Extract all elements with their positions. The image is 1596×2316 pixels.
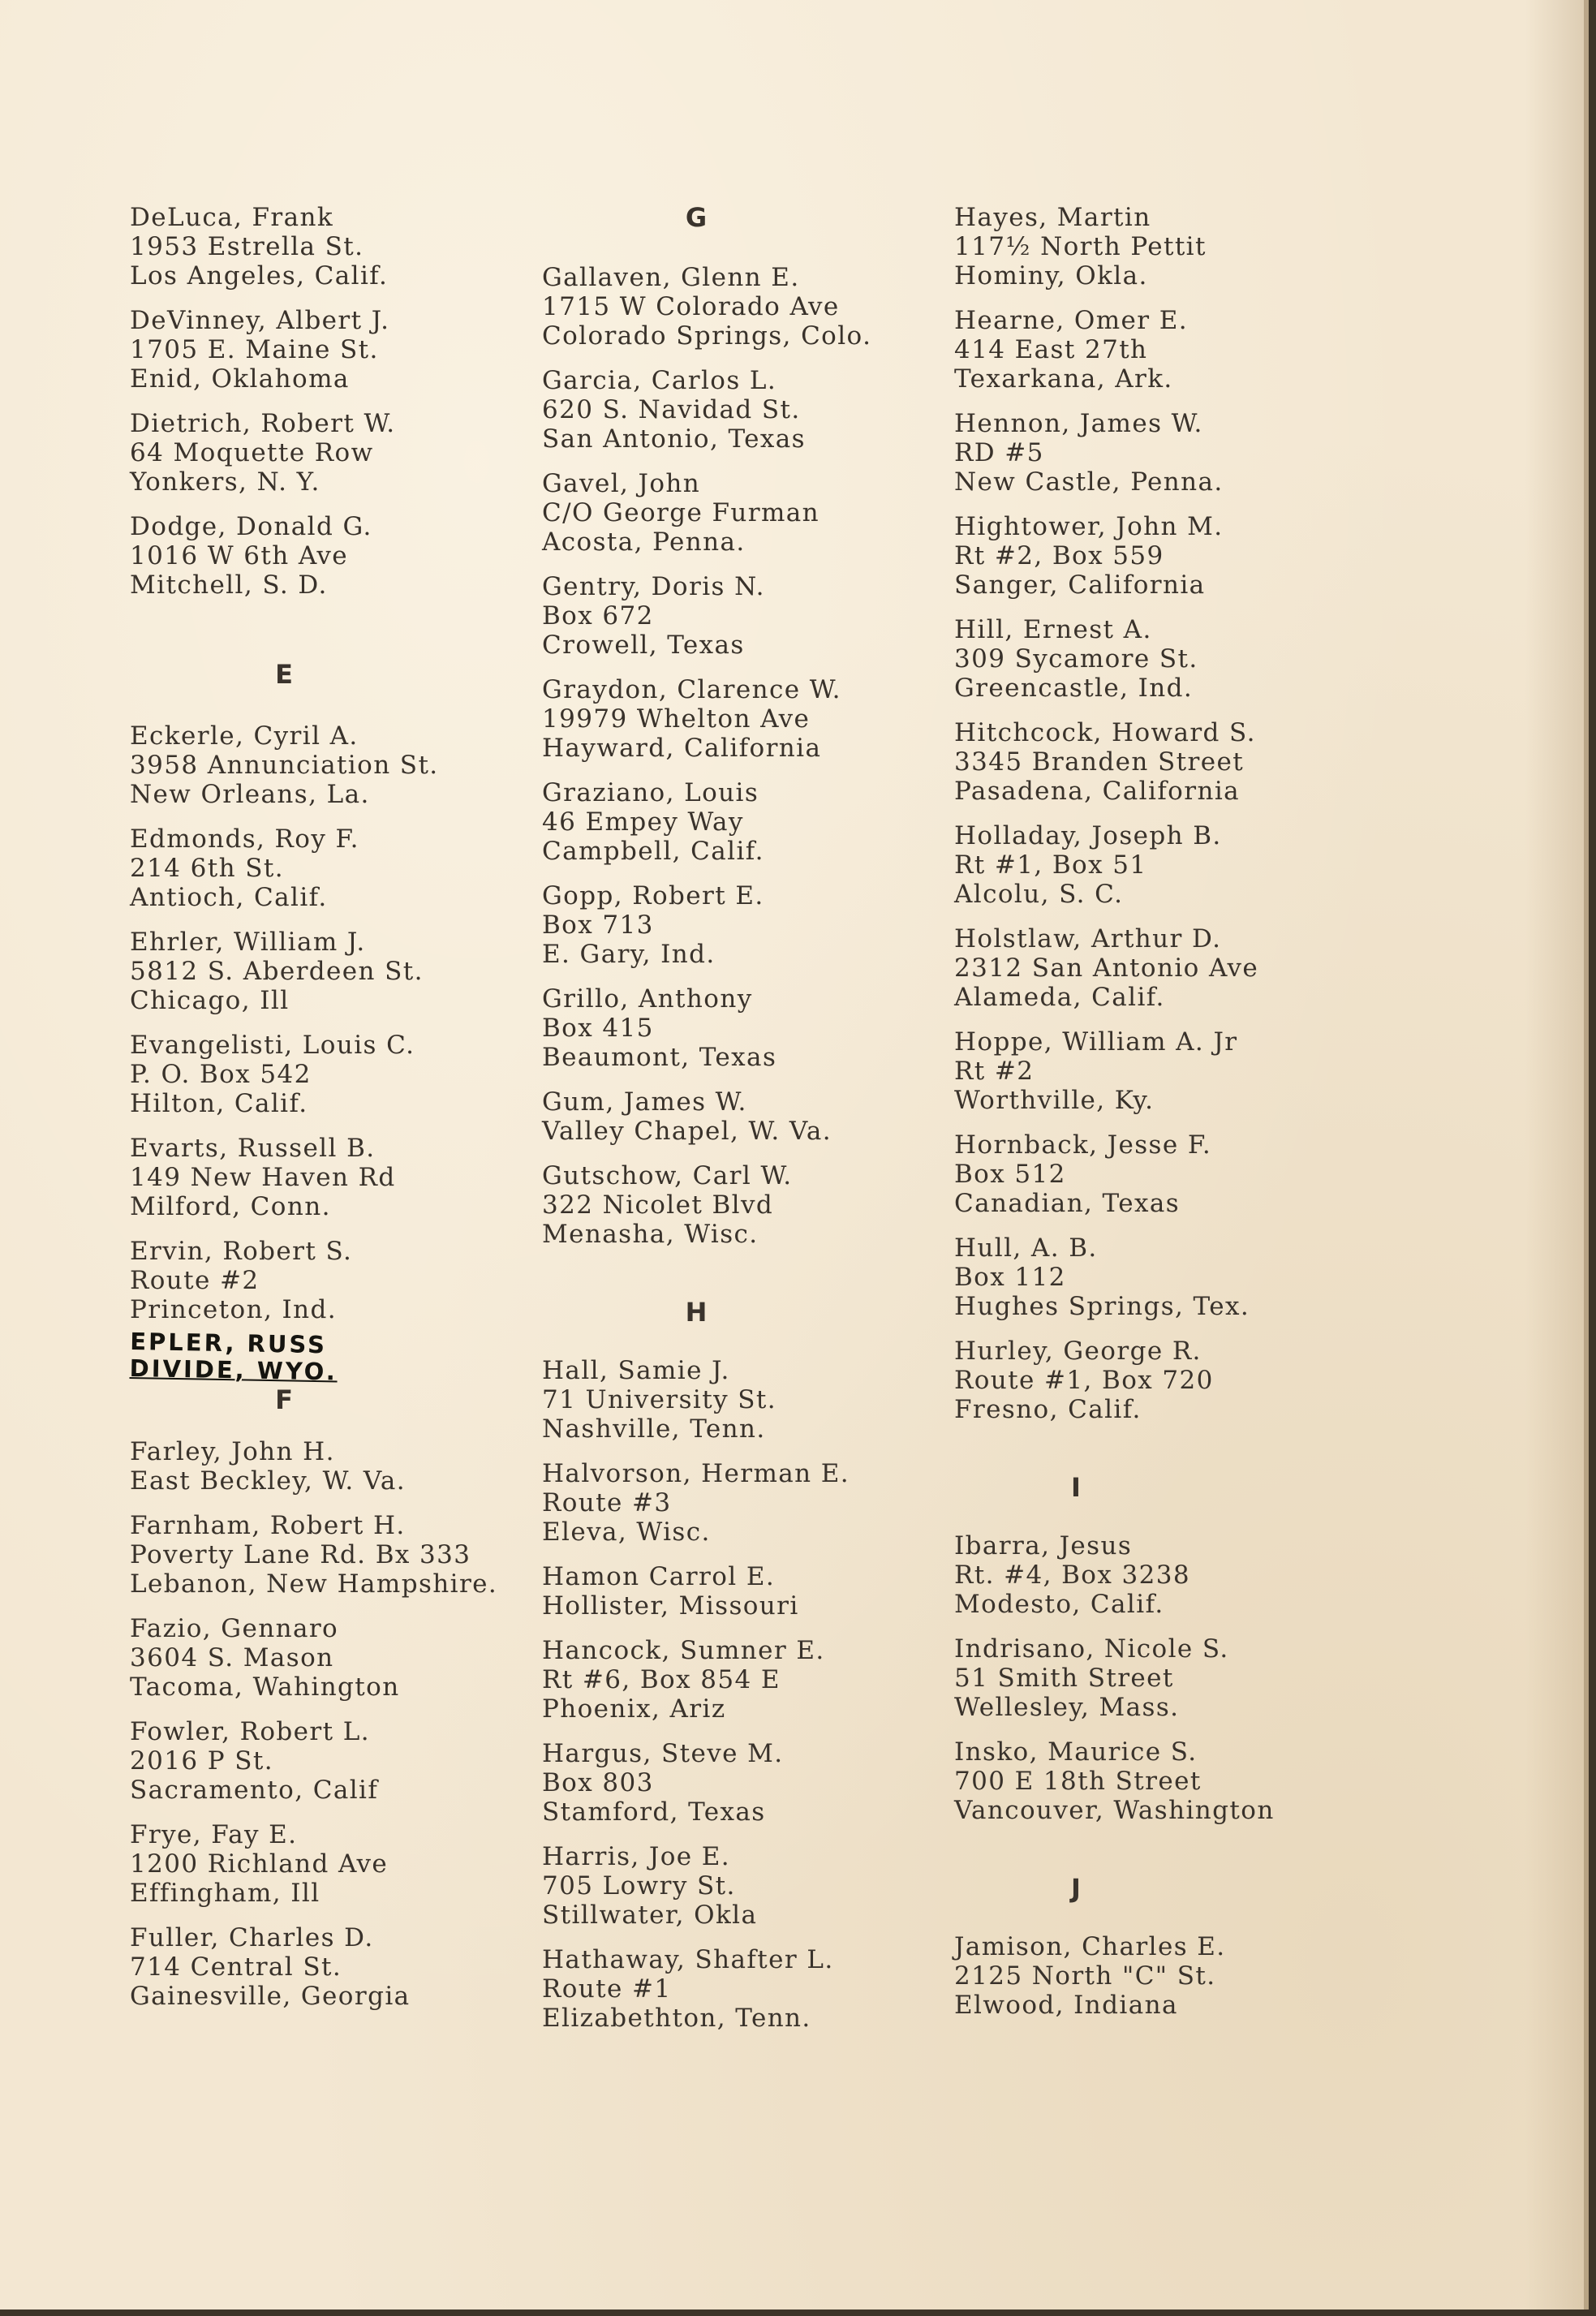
entry-address: 714 Central St. [130,1952,342,1982]
entry-name: Evarts, Russell B. [130,1134,376,1163]
list-item [542,1739,964,1827]
section-h-continued [954,203,1376,1424]
list-item [542,366,964,454]
entry-city: Los Angeles, Calif. [130,261,389,291]
entry-address: 1016 W 6th Ave [130,541,349,570]
entry-name: Hargus, Steve M. [542,1739,784,1768]
entry-name: Eckerle, Cyril A. [130,721,359,751]
entry-city: Tacoma, Wahington [130,1672,400,1702]
entry-name: Hearne, Omer E. [954,306,1189,335]
entry-address: Route #3 [542,1488,672,1517]
entry-city: Campbell, Calif. [542,837,764,866]
entry-name: Insko, Maurice S. [954,1737,1198,1767]
section-letter-heading: G [685,202,708,233]
entry-name: Hayes, Martin [954,203,1151,232]
list-item [130,512,552,600]
entry-address: P. O. Box 542 [130,1060,312,1089]
entry-city: Beaumont, Texas [542,1043,777,1072]
entry-name: Gavel, John [542,469,701,498]
column-2 [542,203,964,2048]
entry-address: 3345 Branden Street [954,747,1245,777]
section-letter-heading: H [685,1297,708,1328]
list-item [954,203,1376,291]
entry-address: Rt #1, Box 51 [954,850,1147,880]
list-item [542,778,964,866]
entry-address: Box 512 [954,1160,1066,1189]
list-item [954,1737,1376,1825]
list-item [954,306,1376,394]
entry-name: Farnham, Robert H. [130,1511,406,1540]
entry-address: 5812 S. Aberdeen St. [130,957,424,986]
entry-address: 3958 Annunciation St. [130,751,439,780]
entry-name: Gutschow, Carl W. [542,1161,793,1190]
entry-name: Gopp, Robert E. [542,881,764,910]
entry-address: RD #5 [954,438,1044,467]
entry-city: Menasha, Wisc. [542,1220,759,1249]
entry-address: Route #2 [130,1266,260,1295]
entry-name: Hancock, Sumner E. [542,1636,825,1665]
list-item [954,615,1376,703]
entry-city: Chicago, Ill [130,986,290,1015]
entry-name: DeLuca, Frank [130,203,334,232]
handwritten-city: DIVIDE, WYO. [129,1354,338,1386]
list-item [542,984,964,1072]
entry-city: Alameda, Calif. [954,983,1165,1012]
list-item [954,821,1376,909]
list-item [954,512,1376,600]
entry-city: Princeton, Ind. [130,1295,337,1324]
entry-name: Garcia, Carlos L. [542,366,777,395]
entry-city: Hominy, Okla. [954,261,1148,291]
entry-city: Valley Chapel, W. Va. [542,1117,832,1146]
entry-address: 46 Empey Way [542,807,744,837]
entry-name: Hornback, Jesse F. [954,1130,1212,1160]
entry-address: 414 East 27th [954,335,1148,364]
list-item [542,1087,964,1146]
entry-address: Box 112 [954,1263,1066,1292]
entry-name: Hathaway, Shafter L. [542,1945,834,1974]
entry-name: Ibarra, Jesus [954,1531,1133,1561]
entry-name: Dodge, Donald G. [130,512,372,541]
entry-name: Ervin, Robert S. [130,1237,353,1266]
list-item [130,928,552,1015]
entry-name: Dietrich, Robert W. [130,409,396,438]
handwritten-name: EPLER, RUSS [130,1328,328,1359]
section-letter-heading: E [275,659,293,690]
list-item [954,1233,1376,1321]
entry-city: Mitchell, S. D. [130,570,328,600]
list-item [130,1717,552,1805]
entry-city: Elizabethton, Tenn. [542,2004,811,2033]
entry-name: Evangelisti, Louis C. [130,1031,415,1060]
entry-address: 214 6th St. [130,854,284,883]
entry-address: 71 University St. [542,1385,776,1414]
entry-name: Holstlaw, Arthur D. [954,924,1222,954]
list-item [954,1337,1376,1424]
column-3 [954,203,1376,2035]
list-item [130,409,552,497]
entry-name: Graydon, Clarence W. [542,675,841,704]
entry-city: Phoenix, Ariz [542,1694,726,1724]
entry-name: Gentry, Doris N. [542,572,765,601]
entry-city: Nashville, Tenn. [542,1414,766,1444]
entry-name: Gallaven, Glenn E. [542,263,800,292]
entry-city: Elwood, Indiana [954,1991,1178,2020]
entry-address: 620 S. Navidad St. [542,395,801,424]
list-item [542,881,964,969]
column-1 [130,203,552,2026]
entry-name: Hall, Samie J. [542,1356,730,1385]
entry-city: Yonkers, N. Y. [130,467,320,497]
entry-name: Graziano, Louis [542,778,759,807]
list-item [542,263,964,351]
list-item [954,1932,1376,2020]
list-item [542,1636,964,1724]
entry-address: Rt. #4, Box 3238 [954,1561,1190,1590]
entry-address: 3604 S. Mason [130,1643,334,1672]
entry-city: Hilton, Calif. [130,1089,308,1118]
entry-address: 2312 San Antonio Ave [954,954,1259,983]
entry-name: Hennon, James W. [954,409,1203,438]
entry-address: 64 Moquette Row [130,438,374,467]
entry-name: Hightower, John M. [954,512,1224,541]
entry-city: Enid, Oklahoma [130,364,350,394]
entry-address: 705 Lowry St. [542,1871,736,1901]
entry-city: Gainesville, Georgia [130,1982,411,2011]
entry-name: Fowler, Robert L. [130,1717,370,1746]
entry-name: Hamon Carrol E. [542,1562,776,1591]
entry-address: Rt #2 [954,1057,1035,1086]
entry-address: 149 New Haven Rd [130,1163,396,1192]
entry-name: Jamison, Charles E. [954,1932,1226,1961]
entry-address: 2016 P St. [130,1746,274,1776]
section-j [954,1874,1376,2020]
section-letter-heading: J [1071,1873,1081,1904]
entry-address: 19979 Whelton Ave [542,704,811,734]
entry-address: 700 E 18th Street [954,1767,1202,1796]
entry-city: Effingham, Ill [130,1879,320,1908]
entry-address: Rt #2, Box 559 [954,541,1164,570]
entry-name: Frye, Fay E. [130,1820,298,1849]
entry-city: Acosta, Penna. [542,527,746,557]
list-item [130,1031,552,1118]
entry-city: Lebanon, New Hampshire. [130,1569,498,1599]
entry-city: Fresno, Calif. [954,1395,1142,1424]
entry-address: 1953 Estrella St. [130,232,364,261]
entry-city: Hughes Springs, Tex. [954,1292,1250,1321]
entry-address: C/O George Furman [542,498,820,527]
section-i [954,1473,1376,1825]
section-letter-heading: F [275,1384,293,1415]
entry-address: 117½ North Pettit [954,232,1207,261]
list-item [954,409,1376,497]
entry-name: Holladay, Joseph B. [954,821,1222,850]
list-item [130,721,552,809]
entry-address: Box 415 [542,1014,654,1043]
entry-city: New Orleans, La. [130,780,370,809]
page-edge-shadow [1584,0,1589,2310]
list-item [130,1237,552,1324]
list-item [542,1356,964,1444]
entry-city: Pasadena, California [954,777,1241,806]
entry-city: Alcolu, S. C. [954,880,1124,909]
section-g [542,203,964,1249]
entry-name: Harris, Joe E. [542,1842,731,1871]
entry-city: Crowell, Texas [542,631,745,660]
list-item [130,203,552,291]
entry-address: Box 803 [542,1768,654,1797]
entry-name: Hoppe, William A. Jr [954,1027,1238,1057]
entry-city: Sanger, California [954,570,1206,600]
entry-name: Hitchcock, Howard S. [954,718,1256,747]
entry-name: Fazio, Gennaro [130,1614,339,1643]
list-item [130,1437,552,1496]
entry-address: Route #1, Box 720 [954,1366,1214,1395]
list-item [542,572,964,660]
list-item [130,1614,552,1702]
entry-name: Grillo, Anthony [542,984,753,1014]
list-item [130,824,552,912]
list-item [542,469,964,557]
list-item [130,1134,552,1221]
entry-address: Box 713 [542,910,654,940]
entry-city: Stamford, Texas [542,1797,766,1827]
entry-name: Gum, James W. [542,1087,747,1117]
entry-name: Edmonds, Roy F. [130,824,359,854]
entry-city: Texarkana, Ark. [954,364,1173,394]
section-e [129,659,552,1386]
section-d-continued [130,203,552,600]
entry-city: Wellesley, Mass. [954,1693,1180,1722]
entry-city: East Beckley, W. Va. [130,1466,406,1496]
list-item [130,306,552,394]
list-item [954,1130,1376,1218]
entry-address: 322 Nicolet Blvd [542,1190,774,1220]
section-f [130,1385,552,2011]
entry-address: 1715 W Colorado Ave [542,292,840,321]
entry-name: Hull, A. B. [954,1233,1098,1263]
section-h [542,1298,964,2033]
entry-city: Stillwater, Okla [542,1901,758,1930]
entry-city: Eleva, Wisc. [542,1517,711,1547]
entry-name: Farley, John H. [130,1437,335,1466]
entry-address: 2125 North "C" St. [954,1961,1216,1991]
entry-name: Fuller, Charles D. [130,1923,374,1952]
entry-address: Box 672 [542,601,654,631]
handwritten-annotation [129,1328,552,1389]
entry-address: Rt #6, Box 854 E [542,1665,781,1694]
entry-name: Ehrler, William J. [130,928,366,957]
entry-city: Colorado Springs, Colo. [542,321,872,351]
list-item [954,1634,1376,1722]
list-item [954,1531,1376,1619]
list-item [542,1562,964,1621]
entry-address: Poverty Lane Rd. Bx 333 [130,1540,471,1569]
entry-city: Vancouver, Washington [954,1796,1275,1825]
list-item [542,1842,964,1930]
entry-address: 51 Smith Street [954,1664,1174,1693]
list-item [130,1820,552,1908]
list-item [542,675,964,763]
list-item [954,718,1376,806]
entry-address: 1705 E. Maine St. [130,335,379,364]
entry-city: Antioch, Calif. [130,883,328,912]
list-item [130,1923,552,2011]
entry-city: Canadian, Texas [954,1189,1181,1218]
entry-city: New Castle, Penna. [954,467,1224,497]
entry-city: Hayward, California [542,734,822,763]
list-item [954,924,1376,1012]
entry-address: 1200 Richland Ave [130,1849,389,1879]
entry-city: Modesto, Calif. [954,1590,1164,1619]
entry-city: Worthville, Ky. [954,1086,1155,1115]
entry-city: Hollister, Missouri [542,1591,799,1621]
section-letter-heading: I [1071,1472,1081,1503]
entry-name: DeVinney, Albert J. [130,306,390,335]
entry-city: Sacramento, Calif [130,1776,379,1805]
entry-city: Milford, Conn. [130,1192,331,1221]
entry-city: E. Gary, Ind. [542,940,716,969]
list-item [130,1511,552,1599]
entry-address: Route #1 [542,1974,672,2004]
entry-name: Indrisano, Nicole S. [954,1634,1229,1664]
entry-city: San Antonio, Texas [542,424,806,454]
entry-name: Halvorson, Herman E. [542,1459,850,1488]
entry-address: 309 Sycamore St. [954,644,1198,674]
entry-name: Hill, Ernest A. [954,615,1152,644]
list-item [954,1027,1376,1115]
list-item [542,1161,964,1249]
list-item [542,1945,964,2033]
entry-city: Greencastle, Ind. [954,674,1194,703]
entry-name: Hurley, George R. [954,1337,1202,1366]
list-item [542,1459,964,1547]
